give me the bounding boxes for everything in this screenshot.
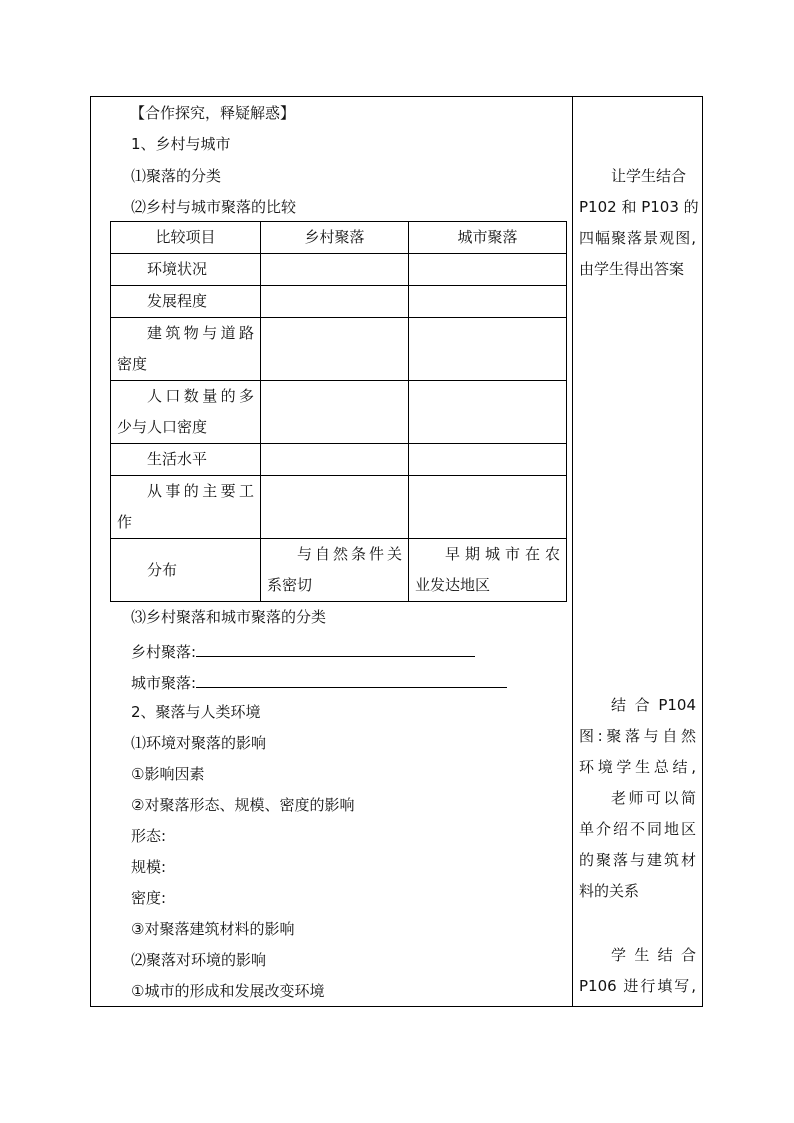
note-line: 料的关系 xyxy=(579,882,640,900)
row-item xyxy=(111,476,261,539)
row-item-line2: 密度 xyxy=(117,355,148,373)
table-header-row xyxy=(111,222,567,254)
row-item-line1: 人口数量的多 xyxy=(147,387,254,405)
item-1-3: ⑶乡村聚落和城市聚落的分类 xyxy=(131,608,327,626)
table-row xyxy=(111,381,567,444)
table-row xyxy=(111,444,567,476)
note-line: 单介绍不同地区 xyxy=(579,820,696,838)
item-1-2: ⑵乡村与城市聚落的比较 xyxy=(131,198,297,216)
rural-cell xyxy=(261,476,409,539)
header-urban: 城市聚落 xyxy=(409,222,567,254)
rural-classification xyxy=(131,640,475,662)
table-row xyxy=(111,318,567,381)
row-item: 分布 xyxy=(111,539,261,602)
item-2-2-a: ①城市的形成和发展改变环境 xyxy=(131,982,325,1000)
rural-cell xyxy=(261,381,409,444)
rural-cell xyxy=(261,286,409,318)
section-1-title: 1、乡村与城市 xyxy=(131,135,231,153)
density-label: 密度: xyxy=(131,889,167,907)
section-heading: 【合作探究，释疑解惑】 xyxy=(130,104,296,122)
teaching-note-1 xyxy=(579,161,699,285)
section-2-title: 2、聚落与人类环境 xyxy=(131,703,261,721)
rural-cell xyxy=(261,254,409,286)
urban-cell xyxy=(409,444,567,476)
urban-cell xyxy=(409,286,567,318)
row-item-line2: 少与人口密度 xyxy=(117,418,208,436)
shape-label: 形态: xyxy=(131,827,167,845)
urban-cell xyxy=(409,254,567,286)
urban-cell xyxy=(409,381,567,444)
item-2-1: ⑴环境对聚落的影响 xyxy=(131,734,267,752)
rural-cell xyxy=(261,444,409,476)
note-line: 的聚落与建筑材 xyxy=(579,851,696,869)
urban-cell-line1: 早期城市在农 xyxy=(445,545,560,563)
rural-cell-line1: 与自然条件关 xyxy=(297,545,402,563)
comparison-table xyxy=(110,221,567,602)
row-item-line1: 建筑物与道路 xyxy=(147,324,254,342)
urban-blank xyxy=(196,671,507,688)
item-2-1-a: ①影响因素 xyxy=(131,765,205,783)
table-row xyxy=(111,286,567,318)
note-line: 老师可以简 xyxy=(611,789,696,807)
item-2-1-c: ③对聚落建筑材料的影响 xyxy=(131,920,295,938)
note-line: 环境学生总结, xyxy=(579,758,696,776)
note-line: 图:聚落与自然 xyxy=(579,727,696,745)
scale-label: 规模: xyxy=(131,858,167,876)
table-row xyxy=(111,539,567,602)
note-line: 结 合 P104 xyxy=(611,696,696,714)
row-item: 生活水平 xyxy=(111,444,261,476)
item-2-2: ⑵聚落对环境的影响 xyxy=(131,951,267,969)
table-row xyxy=(111,254,567,286)
header-item: 比较项目 xyxy=(111,222,261,254)
item-1-1: ⑴聚落的分类 xyxy=(131,167,222,185)
item-2-1-b: ②对聚落形态、规模、密度的影响 xyxy=(131,796,355,814)
note-line: 由学生得出答案 xyxy=(579,260,685,278)
note-line: P102 和 P103 的 xyxy=(579,198,699,216)
row-item: 发展程度 xyxy=(111,286,261,318)
note-line: P106 进行填写, xyxy=(579,977,696,995)
rural-cell-line2: 系密切 xyxy=(267,576,313,594)
row-item: 环境状况 xyxy=(111,254,261,286)
note-line: 四幅聚落景观图, xyxy=(579,229,696,247)
rural-cell xyxy=(261,539,409,602)
urban-cell-line2: 业发达地区 xyxy=(415,576,491,594)
urban-label: 城市聚落: xyxy=(131,674,197,692)
column-divider xyxy=(572,96,573,1007)
urban-cell xyxy=(409,476,567,539)
rural-cell xyxy=(261,318,409,381)
table-row xyxy=(111,476,567,539)
row-item xyxy=(111,381,261,444)
urban-cell xyxy=(409,318,567,381)
row-item xyxy=(111,318,261,381)
teaching-note-3 xyxy=(579,940,696,1002)
note-line: 让学生结合 xyxy=(611,167,687,185)
row-item-line2: 作 xyxy=(117,513,133,531)
urban-classification xyxy=(131,671,507,693)
header-rural: 乡村聚落 xyxy=(261,222,409,254)
rural-blank xyxy=(196,640,475,657)
rural-label: 乡村聚落: xyxy=(131,643,197,661)
teaching-note-2 xyxy=(579,690,696,907)
row-item-line1: 从事的主要工 xyxy=(147,482,254,500)
note-line: 学 生 结 合 xyxy=(611,946,696,964)
urban-cell xyxy=(409,539,567,602)
